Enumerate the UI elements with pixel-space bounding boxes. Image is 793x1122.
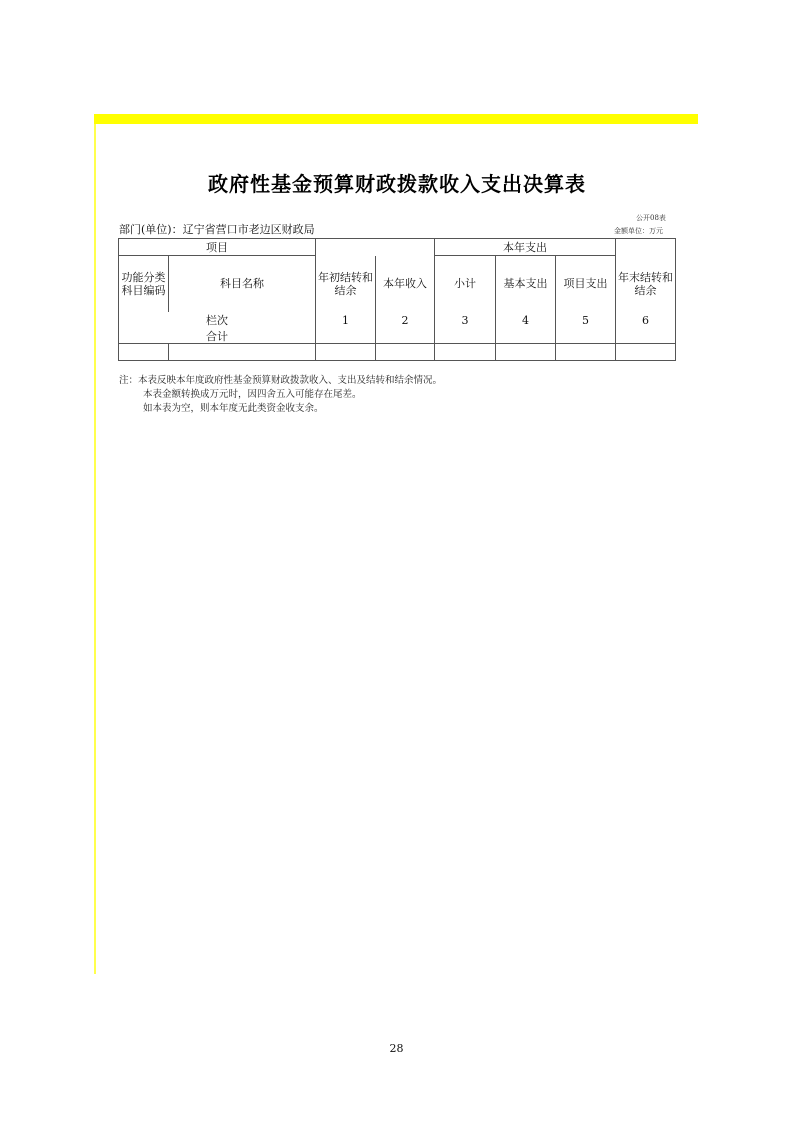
table-header-row-1 bbox=[119, 239, 676, 256]
table-row bbox=[119, 344, 676, 361]
note-line: 注：本表反映本年度政府性基金预算财政拨款收入、支出及结转和结余情况。 bbox=[119, 375, 443, 386]
left-highlight-bar bbox=[94, 124, 96, 974]
item-header: 项目 bbox=[119, 239, 316, 256]
func-code-header: 功能分类科目编码 bbox=[119, 256, 169, 312]
table-cell bbox=[556, 330, 616, 344]
table-cell bbox=[435, 330, 496, 344]
blank-header bbox=[316, 239, 435, 256]
table-cell bbox=[376, 330, 435, 344]
amount-unit: 金额单位：万元 bbox=[614, 227, 663, 235]
table-cell bbox=[496, 330, 556, 344]
table-cell bbox=[556, 344, 616, 361]
note-line: 本表金额转换成万元时，因四舍五入可能存在尾差。 bbox=[143, 389, 362, 400]
column-index-row bbox=[119, 312, 676, 330]
table-cell bbox=[496, 344, 556, 361]
project-expense-header: 项目支出 bbox=[556, 256, 616, 312]
subtotal-header: 小计 bbox=[435, 256, 496, 312]
form-number: 公开08表 bbox=[636, 214, 666, 222]
table-cell bbox=[316, 330, 376, 344]
closing-balance-header: 年末结转和结余 bbox=[616, 256, 676, 312]
col-number: 2 bbox=[376, 312, 435, 330]
total-row bbox=[119, 330, 676, 344]
col-number: 1 bbox=[316, 312, 376, 330]
subject-name-header: 科目名称 bbox=[169, 256, 316, 312]
page-number: 28 bbox=[389, 1042, 404, 1055]
table-cell bbox=[435, 344, 496, 361]
table-cell bbox=[169, 344, 316, 361]
note-line: 如本表为空，则本年度无此类资金收支余。 bbox=[143, 403, 324, 414]
opening-balance-header: 年初结转和结余 bbox=[316, 256, 376, 312]
basic-expense-header: 基本支出 bbox=[496, 256, 556, 312]
table-cell bbox=[616, 344, 676, 361]
col-number: 4 bbox=[496, 312, 556, 330]
table-header-row-2 bbox=[119, 256, 676, 312]
blank-header bbox=[616, 239, 676, 256]
col-number: 6 bbox=[616, 312, 676, 330]
department-label: 部门(单位)：辽宁省营口市老边区财政局 bbox=[119, 223, 315, 236]
income-header: 本年收入 bbox=[376, 256, 435, 312]
page-title: 政府性基金预算财政拨款收入支出决算表 bbox=[208, 172, 586, 196]
budget-table bbox=[118, 238, 676, 361]
top-highlight-bar bbox=[94, 114, 698, 124]
table-cell bbox=[119, 344, 169, 361]
expense-header: 本年支出 bbox=[435, 239, 616, 256]
col-number: 5 bbox=[556, 312, 616, 330]
table-cell bbox=[616, 330, 676, 344]
column-index-label: 栏次 bbox=[119, 312, 316, 330]
col-number: 3 bbox=[435, 312, 496, 330]
table-cell bbox=[316, 344, 376, 361]
table-cell bbox=[376, 344, 435, 361]
total-label: 合计 bbox=[119, 330, 316, 344]
notes bbox=[119, 374, 442, 416]
